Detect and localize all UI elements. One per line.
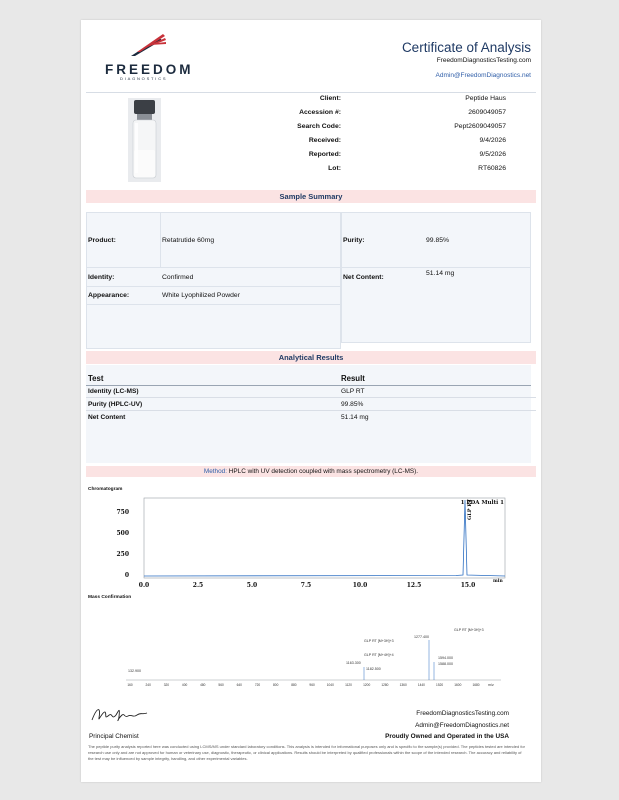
mass-x-tick-label: 1520: [436, 683, 444, 687]
y-tick-label: 0: [124, 572, 129, 579]
footer-email-link[interactable]: Admin@FreedomDiagnostics.net: [415, 722, 509, 729]
mass-peak-mz: 1277.400: [414, 635, 429, 639]
y-tick-label: 250: [116, 551, 129, 558]
x-tick-label: 15.0: [460, 582, 476, 589]
received-value: 9/4/2026: [479, 137, 506, 144]
mass-x-tick-label: 720: [254, 683, 261, 687]
net-content-value: 51.14 mg: [426, 270, 455, 277]
mass-x-tick-label: 1200: [363, 683, 371, 687]
test-result: GLP RT: [341, 388, 365, 395]
accession-value: 2609049057: [468, 109, 506, 116]
sample-summary-left-panel: [86, 212, 341, 349]
identity-divider: [86, 286, 341, 287]
table-row: [86, 412, 536, 424]
mass-x-tick-label: 1360: [399, 683, 407, 687]
lot-label: Lot:: [328, 165, 341, 172]
client-label: Client:: [319, 95, 341, 102]
product-vial-image: [128, 98, 161, 182]
search-code-label: Search Code:: [297, 123, 341, 130]
accession-label: Accession #:: [299, 109, 341, 116]
mass-x-tick-label: 960: [309, 683, 315, 687]
method-bar: [86, 466, 536, 477]
search-code-value: Pept2609049057: [454, 123, 506, 130]
test-name: Net Content: [88, 414, 126, 421]
logo-subtitle: DIAGNOSTICS: [120, 76, 168, 81]
table-row: [86, 386, 536, 398]
chromatogram-frame: [144, 498, 505, 578]
appearance-divider: [86, 304, 341, 305]
certificate-page: [81, 20, 541, 782]
x-tick-label: 7.5: [300, 582, 312, 589]
table-row: [86, 399, 536, 411]
x-tick-label: 10.0: [352, 582, 368, 589]
summary-row-divider: [86, 267, 531, 268]
mass-peak-value: 1182.500: [366, 667, 381, 671]
identity-value: Confirmed: [162, 274, 194, 281]
eagle-logo-icon: [129, 32, 167, 58]
logo-wordmark: FREEDOM: [105, 62, 194, 77]
mass-peak-mz: 1594.000: [438, 656, 453, 660]
appearance-label: Appearance:: [88, 292, 130, 299]
signer-role: Principal Chemist: [89, 733, 139, 740]
mass-x-tick-label: 240: [145, 683, 151, 687]
mass-peak-value: 1163.300: [346, 661, 361, 665]
product-value: Retatrutide 60mg: [162, 237, 215, 244]
appearance-value: White Lyophilized Powder: [162, 292, 240, 299]
results-col-test: Test: [88, 374, 104, 383]
footer-website-link[interactable]: FreedomDiagnosticsTesting.com: [416, 710, 509, 717]
x-tick-label: 2.5: [192, 582, 204, 589]
method-text: HPLC with UV detection coupled with mass spectrometry (LC-MS).: [228, 468, 419, 475]
y-tick-label: 750: [116, 509, 129, 516]
mass-x-tick-label: 1040: [326, 683, 334, 687]
mass-x-tick-label: 1440: [417, 683, 425, 687]
mass-x-tick-label: 320: [163, 683, 170, 687]
net-content-label: Net Content:: [343, 274, 384, 281]
peak-label: GLP RT: [467, 498, 473, 520]
mass-x-tick-label: 160: [127, 683, 133, 687]
mass-peak-label: GLP RT [M+3H]+3: [454, 628, 484, 632]
mass-x-tick-label: 480: [200, 683, 206, 687]
test-result: 51.14 mg: [341, 414, 369, 421]
chromatogram-legend: 1 PDA Multi 1: [460, 500, 504, 506]
footer-tagline: Proudly Owned and Operated in the USA: [385, 733, 509, 740]
test-result: 99.85%: [341, 401, 364, 408]
header-divider: [86, 92, 536, 93]
mass-peak-value: 1588.000: [438, 662, 453, 666]
mass-x-tick-label: 1680: [472, 683, 480, 687]
page-title: Certificate of Analysis: [401, 40, 531, 55]
mass-x-tick-label: 800: [273, 683, 279, 687]
mass-x-tick-label: 640: [236, 683, 242, 687]
sample-summary-heading: Sample Summary: [86, 190, 536, 203]
x-tick-label: 12.5: [406, 582, 422, 589]
client-value: Peptide Haus: [465, 95, 506, 102]
test-name: Identity (LC-MS): [88, 388, 139, 395]
reported-value: 9/5/2026: [479, 151, 506, 158]
disclaimer-text: The peptide purity analysis reported here was conducted using LCMS/MS under standard laboratory conditions. This analysis is intended for informational purposes only and is specific to the sample(s) provided. The peptides tested are intended for research use only and are not approved for human or veterinary use, diagnostic, therapeutic, or clinical applications. Results should be interpreted by qualified professionals within the scope of the intended research. The accuracy and reliability of the test may be influenced by sample integrity, handling, and other experimental variables.: [88, 744, 525, 761]
chromatogram-heading: Chromatogram: [88, 487, 123, 492]
header-email-link[interactable]: Admin@FreedomDiagnostics.net: [435, 72, 531, 79]
mass-x-tick-label: 1600: [454, 683, 462, 687]
chromatogram-trace: [144, 500, 505, 576]
received-label: Received:: [308, 137, 341, 144]
mass-spectrum-plot: [116, 622, 506, 692]
y-tick-label: 500: [116, 530, 129, 537]
mass-x-tick-label: 1280: [381, 683, 389, 687]
signature-image: [89, 703, 151, 725]
purity-value: 99.85%: [426, 237, 450, 244]
method-label: Method:: [203, 468, 227, 475]
mass-peak-value: 132.900: [128, 669, 141, 673]
mass-x-tick-label: 880: [291, 683, 297, 687]
results-col-result: Result: [341, 374, 365, 383]
x-tick-label: 0.0: [138, 582, 150, 589]
header-website-link[interactable]: FreedomDiagnosticsTesting.com: [436, 57, 531, 64]
summary-column-divider: [160, 212, 161, 267]
mass-peak-label: GLP RT [M+4H]+4: [364, 653, 394, 657]
mass-axis-unit: m/z: [488, 683, 494, 687]
mass-x-tick-label: 1120: [345, 683, 352, 687]
mass-x-tick-label: 560: [218, 683, 224, 687]
lot-value: RT60826: [478, 165, 506, 172]
mass-peak-label: GLP RT [M+3H]+3: [364, 639, 394, 643]
purity-label: Purity:: [343, 237, 365, 244]
x-tick-label: 5.0: [246, 582, 258, 589]
analytical-results-heading: Analytical Results: [86, 351, 536, 364]
chromatogram-plot: [101, 494, 506, 590]
product-label: Product:: [88, 237, 116, 244]
x-axis-unit: min: [493, 579, 503, 584]
identity-label: Identity:: [88, 274, 115, 281]
reported-label: Reported:: [308, 151, 341, 158]
mass-x-tick-label: 400: [181, 683, 188, 687]
mass-confirmation-heading: Mass Confirmation: [88, 595, 132, 600]
test-name: Purity (HPLC-UV): [88, 401, 143, 408]
